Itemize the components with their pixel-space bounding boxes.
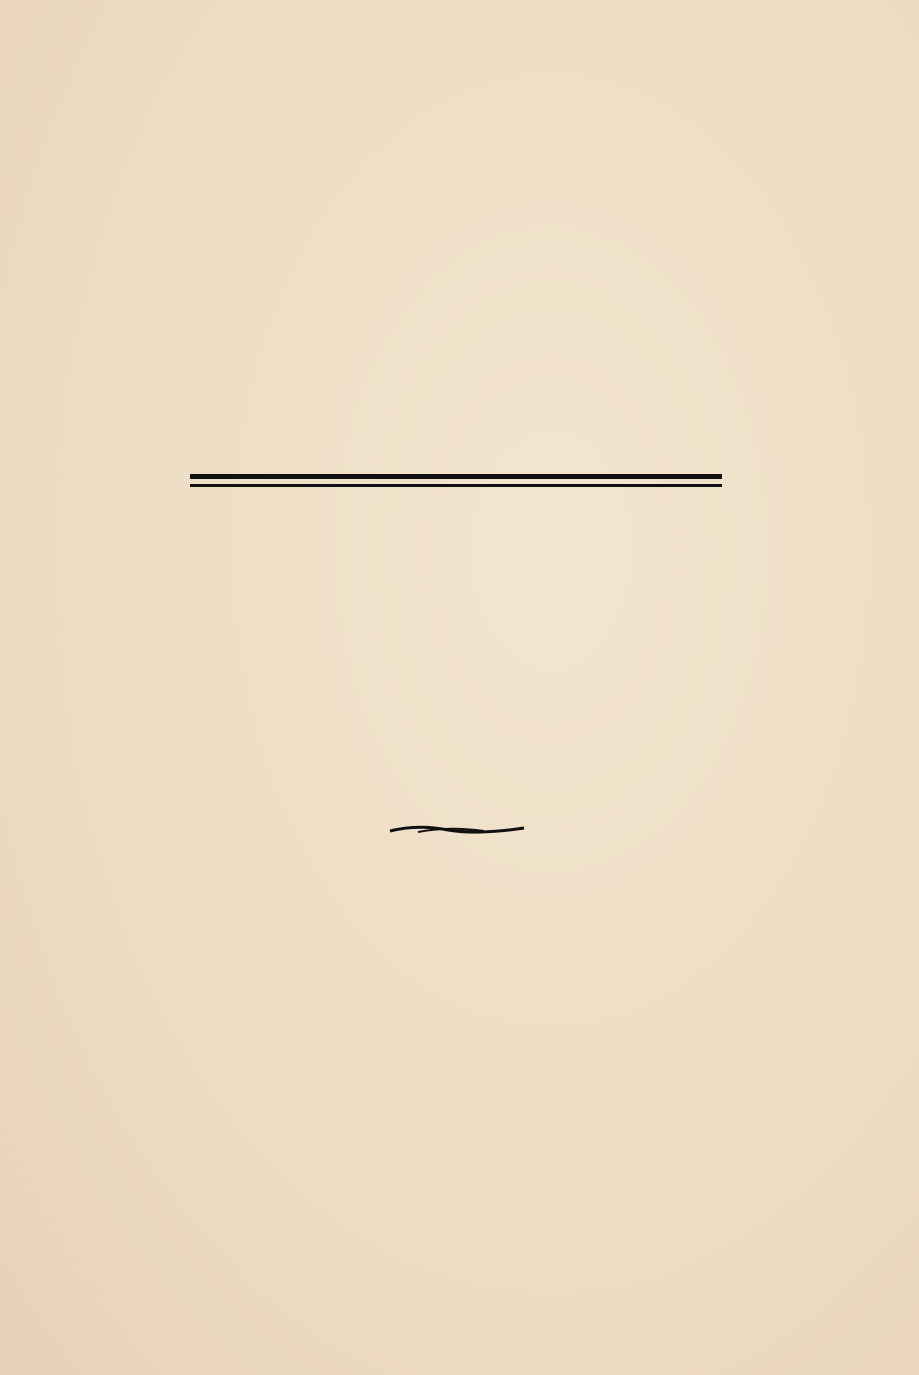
flourish-divider <box>388 822 528 838</box>
title-rule-thin <box>190 484 722 487</box>
title-rule-thick <box>190 474 722 479</box>
